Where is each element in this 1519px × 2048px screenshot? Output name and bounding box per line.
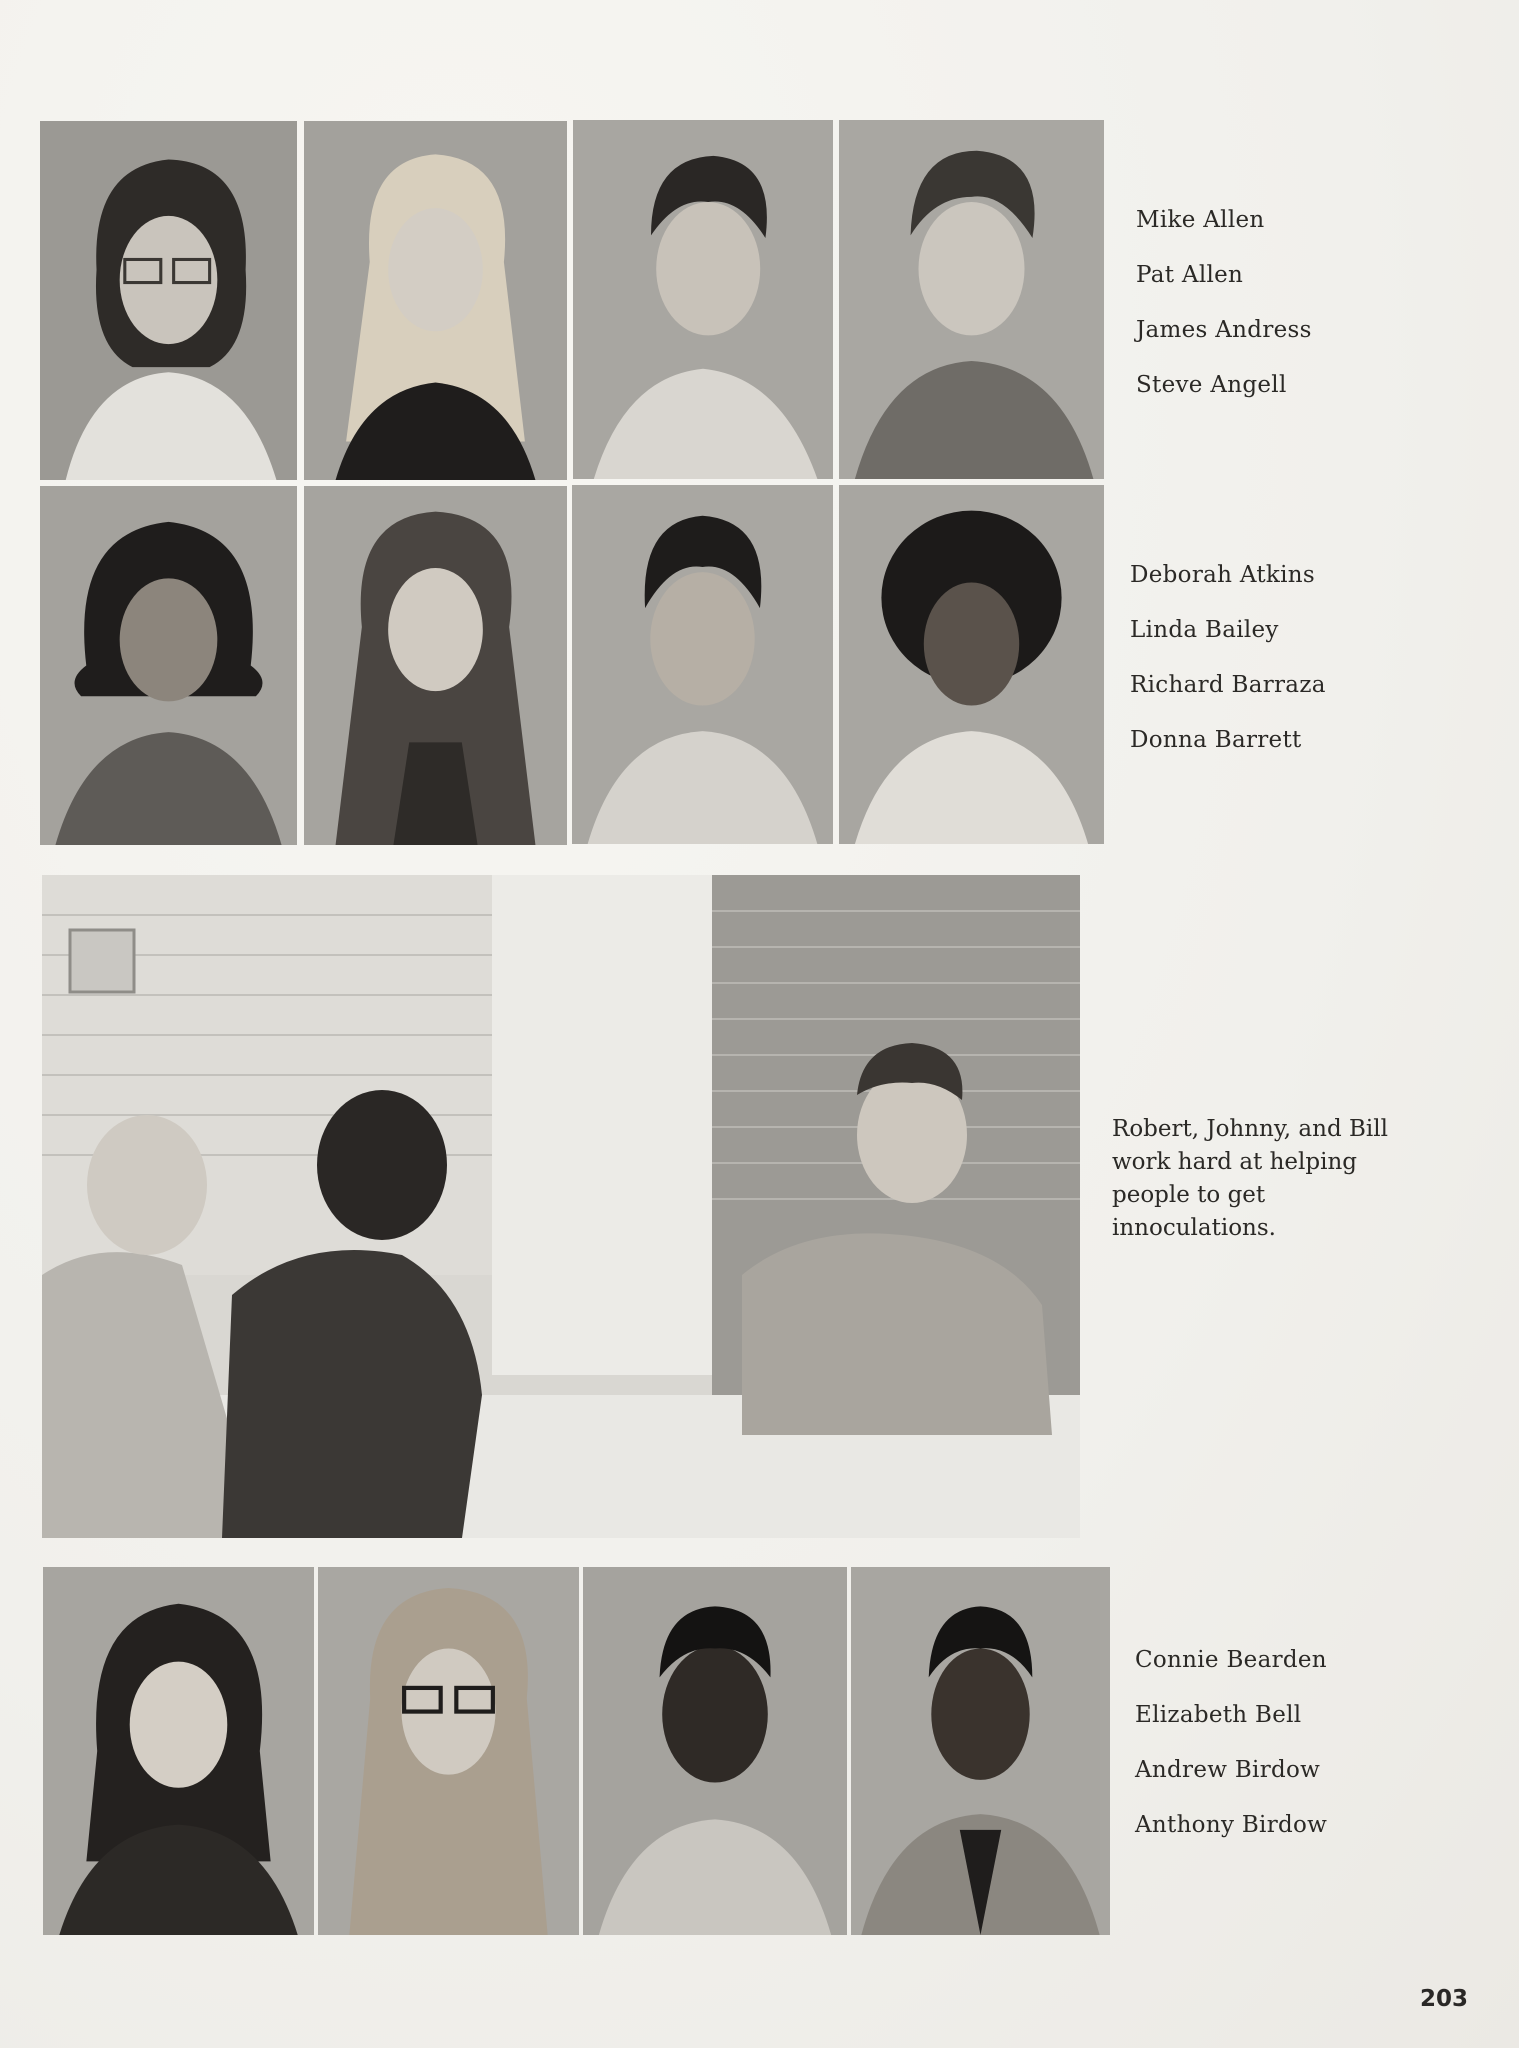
group-photo xyxy=(42,875,1080,1538)
photo-caption: Robert, Johnny, and Bill work hard at helping people to get innoculations. xyxy=(1112,1116,1388,1241)
name-list xyxy=(1130,548,1326,768)
student-name: Andrew Birdow xyxy=(1135,1757,1321,1783)
portrait-photo xyxy=(583,1567,847,1935)
portrait-photo xyxy=(40,121,297,480)
page-number: 203 xyxy=(1420,1986,1469,2012)
student-name: Pat Allen xyxy=(1136,262,1244,288)
portrait-photo xyxy=(839,120,1104,479)
student-name: Richard Barraza xyxy=(1130,672,1326,698)
student-name: Anthony Birdow xyxy=(1135,1812,1328,1838)
portrait-photo xyxy=(318,1567,579,1935)
portrait-photo xyxy=(40,486,297,845)
portrait-photo xyxy=(304,486,567,845)
portrait-photo xyxy=(43,1567,314,1935)
student-name: James Andress xyxy=(1136,317,1312,343)
name-list xyxy=(1136,193,1312,413)
student-name: Donna Barrett xyxy=(1130,727,1302,753)
student-name: Steve Angell xyxy=(1136,372,1287,398)
portrait-photo xyxy=(304,121,567,480)
student-name: Connie Bearden xyxy=(1135,1647,1327,1673)
student-name: Linda Bailey xyxy=(1130,617,1279,643)
student-name: Elizabeth Bell xyxy=(1135,1702,1302,1728)
portrait-photo xyxy=(573,120,833,479)
portrait-photo xyxy=(839,485,1104,844)
student-name: Deborah Atkins xyxy=(1130,562,1316,588)
name-list xyxy=(1135,1633,1327,1853)
student-name: Mike Allen xyxy=(1136,207,1265,233)
portrait-photo xyxy=(851,1567,1110,1935)
portrait-photo xyxy=(572,485,833,844)
